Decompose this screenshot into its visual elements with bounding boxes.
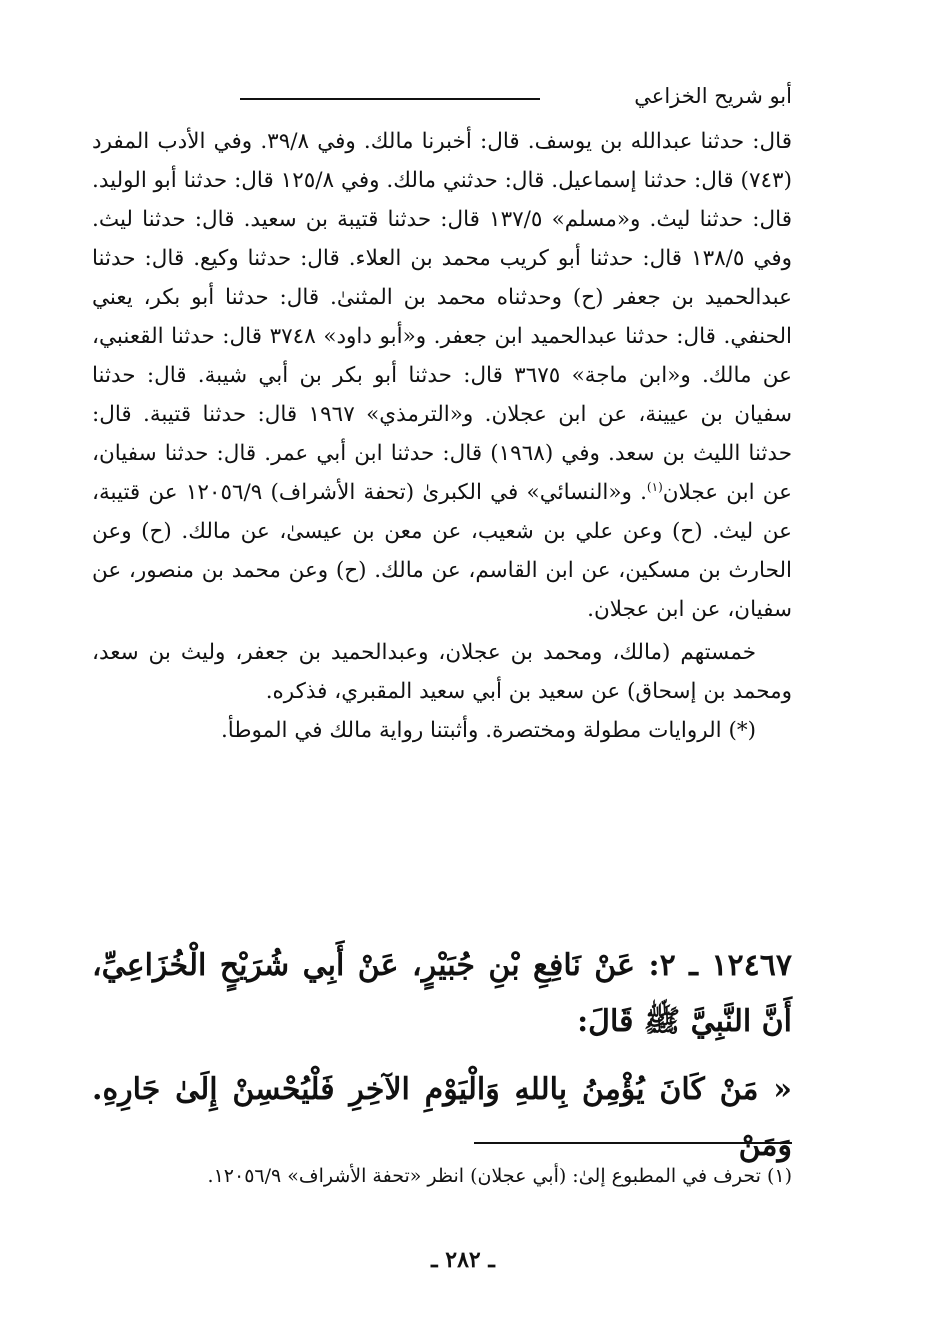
takhrij-text-continued: . و«النسائي» في الكبرىٰ (تحفة الأشراف) ١٢٠٥٦/٩ عن قتيبة، عن ليث. (ح) وعن علي بن شعيب، عن معن بن عيسىٰ، عن مالك. (ح) وعن الحارث بن مسكين، عن ابن القاسم، عن مالك. (ح) وعن محمد بن منصور، عن سفيان، عن ابن عجلان. xyxy=(92,480,792,622)
hadith-matn: « مَنْ كَانَ يُؤْمِنُ بِاللهِ وَالْيَوْمِ الآخِرِ فَلْيُحْسِنْ إِلَىٰ جَارِهِ. وَمَنْ xyxy=(92,1072,792,1163)
summary-paragraph: خمستهم (مالك، ومحمد بن عجلان، وعبدالحميد بن جعفر، وليث بن سعد، ومحمد بن إسحاق) عن سعيد بن أبي سعيد المقبري، فذكره. xyxy=(92,640,792,704)
footnote-1: (١) تحرف في المطبوع إلىٰ: (أبي عجلان) انظر «تحفة الأشراف» ١٢٠٥٦/٩. xyxy=(207,1165,792,1187)
page-number: ـ ٢٨٢ ـ xyxy=(431,1247,495,1273)
takhrij-paragraph xyxy=(92,122,792,629)
footnote-separator xyxy=(474,1142,792,1144)
header-title: أبو شريح الخزاعي xyxy=(634,84,792,108)
footnote-marker: (١) xyxy=(646,479,663,494)
running-header xyxy=(240,78,792,118)
hadith-block xyxy=(92,938,792,1174)
editor-note: (*) الروايات مطولة ومختصرة. وأثبتنا رواية مالك في الموطأ. xyxy=(220,718,756,743)
takhrij-text: قال: حدثنا عبدالله بن يوسف. قال: أخبرنا مالك. وفي ٣٩/٨. وفي الأدب المفرد (٧٤٣) قال: حدثنا إسماعيل. قال: حدثني مالك. وفي ١٢٥/٨ قال: حدثنا أبو الوليد. قال: حدثنا ليث. و«مسلم» ١٣٧/٥ قال: حدثنا قتيبة بن سعيد. قال: حدثنا ليث. وفي ١٣٨/٥ قال: حدثنا أبو كريب محمد بن العلاء. قال: حدثنا وكيع. قال: حدثنا عبدالحميد بن جعفر (ح) وحدثناه محمد بن المثنىٰ. قال: حدثنا أبو بكر، يعني الحنفي. قال: حدثنا عبدالحميد ابن جعفر. و«أبو داود» ٣٧٤٨ قال: حدثنا القعنبي، عن مالك. و«ابن ماجة» ٣٦٧٥ قال: حدثنا أبو بكر بن أبي شيبة. قال: حدثنا سفيان بن عيينة، عن ابن عجلان. و«الترمذي» ١٩٦٧ قال: حدثنا قتيبة. قال: حدثنا الليث بن سعد. وفي (١٩٦٨) قال: حدثنا ابن أبي عمر. قال: حدثنا سفيان، عن ابن عجلان xyxy=(92,129,793,505)
isnad-text xyxy=(92,122,792,750)
hadith-heading: ١٢٤٦٧ ـ ٢: عَنْ نَافِعِ بْنِ جُبَيْرٍ، عَنْ أَبِي شُرَيْحٍ الْخُزَاعِيِّ، أَنَّ النَّبِيَّ ﷺ قَالَ: xyxy=(92,948,792,1039)
header-rule xyxy=(240,98,540,100)
